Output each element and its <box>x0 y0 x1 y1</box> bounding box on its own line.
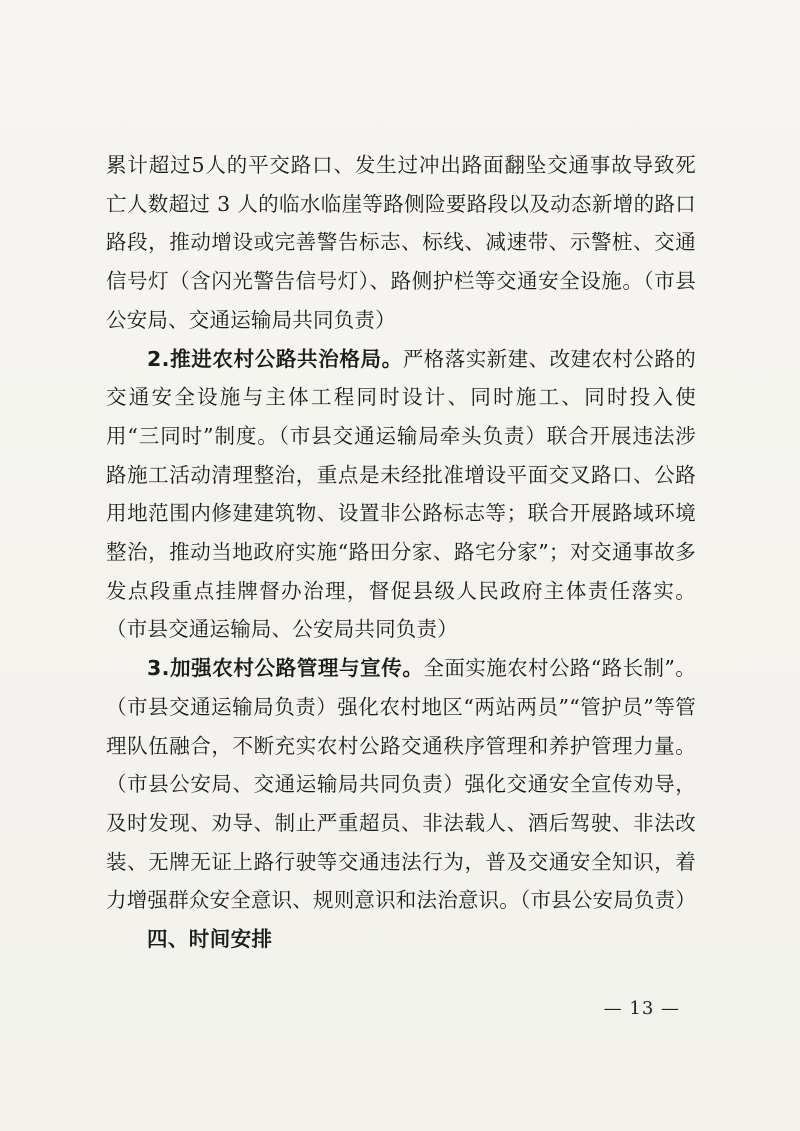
document-body <box>106 146 696 959</box>
paragraph-text: 全面实施农村公路“路长制”。（市县交通运输局负责）强化农村地区“两站两员”“管护员”等管理队伍融合，不断充实农村公路交通秩序管理和养护管理力量。（市县公安局、交通运输局共同负责）强化交通安全宣传劝导，及时发现、劝导、制止严重超员、非法载人、酒后驾驶、非法改装、无牌无证上路行驶等交通违法行为，普及交通安全知识，着力增强群众安全意识、规则意识和法治意识。（市县公安局负责） <box>106 656 697 913</box>
page-number: — 13 — <box>603 998 680 1019</box>
paragraph-rural-road-governance <box>106 340 696 650</box>
paragraph-text: 严格落实新建、改建农村公路的交通安全设施与主体工程同时设计、同时施工、同时投入使用“三同时”制度。（市县交通运输局牵头负责）联合开展违法涉路施工活动清理整治，重点是未经批准增设平面交叉路口、公路用地范围内修建建筑物、设置非公路标志等；联合开展路域环境整治，推动当地政府实施“路田分家、路宅分家”；对交通事故多发点段重点挂牌督办治理，督促县级人民政府主体责任落实。（市县交通运输局、公安局共同负责） <box>106 346 696 642</box>
paragraph-rural-road-management <box>106 649 696 920</box>
paragraph-heading: 2.推进农村公路共治格局。 <box>147 346 403 371</box>
section-heading: 四、时间安排 <box>147 927 273 952</box>
paragraph-heading: 3.加强农村公路管理与宣传。 <box>147 656 424 681</box>
paragraph-continuation <box>106 146 696 340</box>
paragraph-text: 累计超过5人的平交路口、发生过冲出路面翻坠交通事故导致死亡人数超过 3 人的临水临崖等路侧险要路段以及动态新增的路口路段，推动增设或完善警告标志、标线、减速带、示警桩、交通信号灯（含闪光警告信号灯）、路侧护栏等交通安全设施。（市县公安局、交通运输局共同负责） <box>106 153 696 332</box>
